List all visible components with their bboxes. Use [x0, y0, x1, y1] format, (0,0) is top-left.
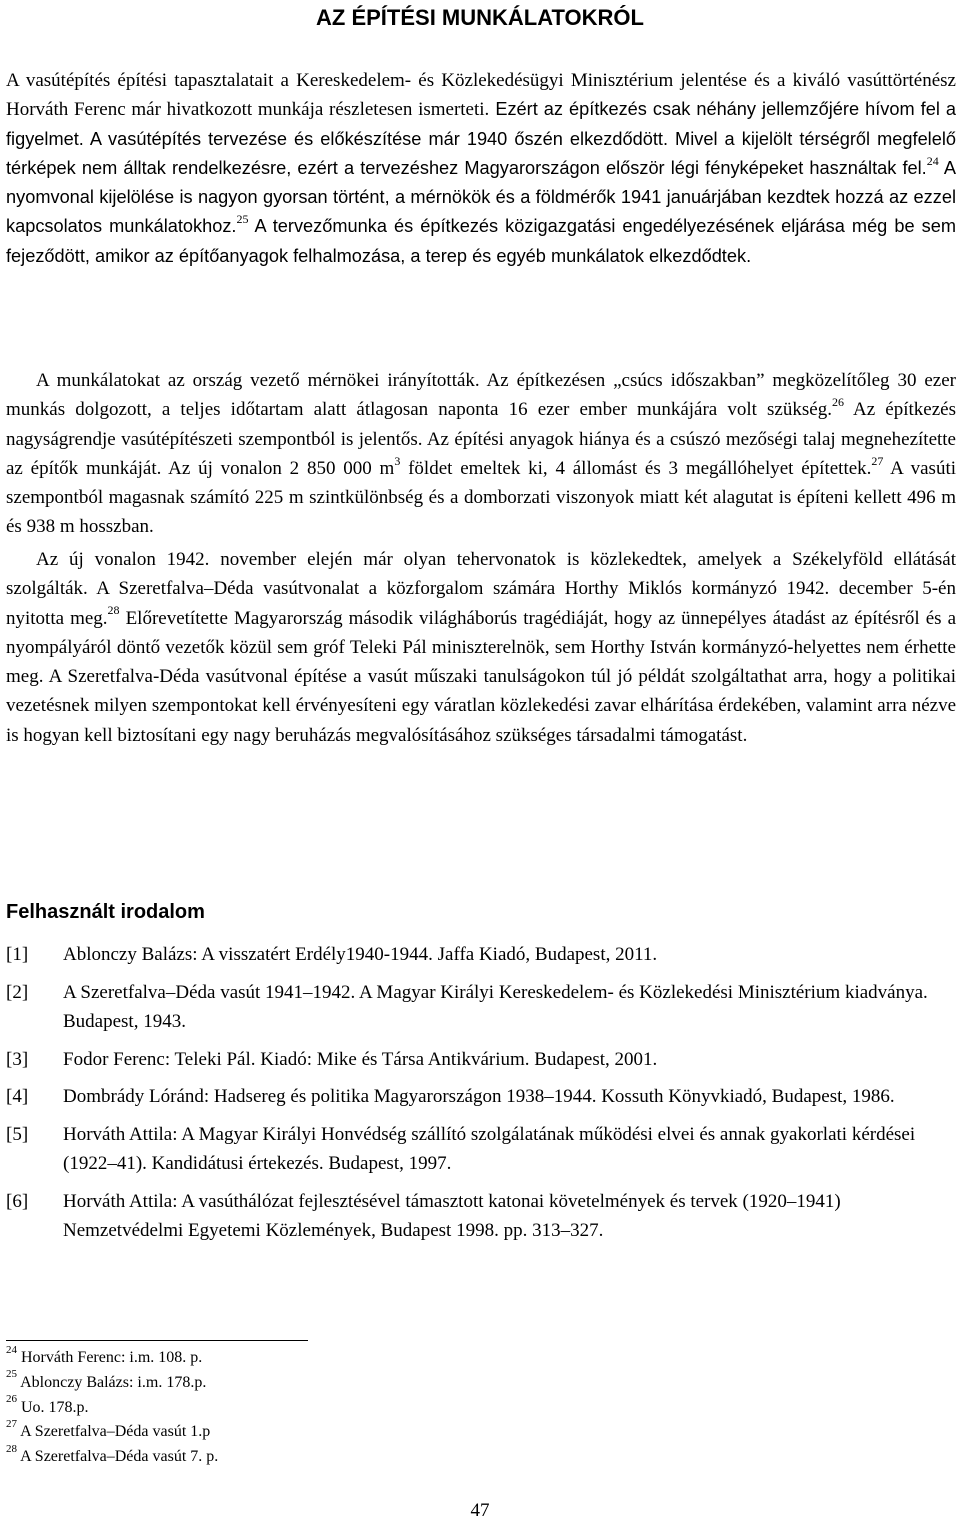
paragraph-2-text-d: A vasúti szempontból magasnak számító 225 m szintkülönbség és a domborzati viszonyok miatt két alagutat is építeni kellett 496 m és 938 m hosszban.: [6, 457, 956, 538]
reference-number: [4]: [6, 1086, 29, 1107]
reference-item: [6, 940, 956, 970]
footnote-ref-27: 27: [871, 453, 884, 468]
footnote-number: 26: [6, 1393, 17, 1406]
reference-text: A Szeretfalva–Déda vasút 1941–1942. A Magyar Királyi Kereskedelem- és Közlekedési Minisztérium kiadványa. Budapest, 1943.: [63, 981, 928, 1032]
reference-item: [6, 978, 956, 1037]
footnote-item: [6, 1442, 219, 1470]
reference-text: Ablonczy Balázs: A visszatért Erdély1940-1944. Jaffa Kiadó, Budapest, 2011.: [63, 944, 658, 965]
footnote-text: Uo. 178.p.: [21, 1398, 89, 1416]
superscript-cubic: 3: [394, 453, 401, 468]
reference-number: [5]: [6, 1123, 29, 1145]
paragraph-1-text-b: Ezért az építkezés csak néhány jellemzőjére hívom fel a figyelmet. A vasútépítés tervezése és előkészítése már 1940 őszén elkezdődött. Mivel a kijelölt térségről megfelelő térképek nem álltak rendelkezésre, ezért a tervezéshez Magyarországon először légi fényképeket használtak fel.: [6, 99, 956, 178]
paragraph-2-text-a: A munkálatokat az ország vezető mérnökei irányították. Az építkezésen „csúcs időszakban” megközelítőleg 30 ezer munkás dolgozott, a teljes időtartam alatt átlagosan naponta 16 ezer ember munkájára volt szükség.: [6, 370, 956, 421]
footnote-number: 28: [6, 1442, 17, 1455]
paragraph-3: [6, 545, 956, 750]
footnote-item: [6, 1368, 218, 1396]
reference-number: [6]: [6, 1190, 29, 1212]
references-heading: Felhasznált irodalom: [6, 901, 205, 923]
footnote-item: [6, 1343, 218, 1371]
reference-item: [6, 1082, 956, 1112]
reference-number: [1]: [6, 944, 29, 965]
footnote-number: 24: [6, 1343, 17, 1356]
paragraph-1-text-d: A tervezőmunka és építkezés közigazgatási engedélyezésének eljárása még be sem fejeződött, amikor az építőanyagok felhalmozása, a terep és egyéb munkálatok elkezdődtek.: [6, 216, 956, 266]
footnote-text: A Szeretfalva–Déda vasút 7. p.: [20, 1448, 219, 1466]
paragraph-2-text-b: Az építkezés nagyságrendje vasútépítészeti szempontból is jelentős. Az építési anyagok hiánya és a csúszó mezőségi talaj megnehezítette az építők munkáját. Az új vonalon 2 850 000 m: [6, 399, 956, 479]
footnote-text: Ablonczy Balázs: i.m. 178.p.: [20, 1373, 207, 1391]
paragraph-1: [6, 66, 956, 271]
reference-item: [6, 1120, 956, 1179]
page-number: 47: [470, 1500, 490, 1521]
reference-text: Dombrády Lóránd: Hadsereg és politika Magyarországon 1938–1944. Kossuth Könyvkiadó, Budapest, 1986.: [63, 1086, 895, 1107]
reference-item: [6, 1045, 956, 1075]
reference-number: [3]: [6, 1048, 29, 1070]
page-title: AZ ÉPÍTÉSI MUNKÁLATOKRÓL: [316, 5, 644, 30]
footnote-text: A Szeretfalva–Déda vasút 1.p: [20, 1423, 211, 1441]
paragraph-1-text-a: A vasútépítés építési tapasztalatait a Kereskedelem- és Közlekedésügyi Minisztérium jelentése és a kiváló vasúttörténész Horváth Ferenc már hivatkozott munkája részletesen ismerteti.: [6, 70, 956, 121]
footnote-text: Horváth Ferenc: i.m. 108. p.: [21, 1349, 203, 1366]
paragraph-3-text-a: Az új vonalon 1942. november elején már olyan tehervonatok is közlekedtek, amelyek a Székelyföld ellátását szolgálták. A Szeretfalva–Déda vasútvonalat a közforgalom számára Horthy Miklós kormányzó 1942. december 5-én nyitotta meg.: [6, 549, 956, 629]
reference-text: Horváth Attila: A Magyar Királyi Honvédség szállító szolgálatának működési elvei és annak gyakorlati kérdései (1922–41). Kandidátusi értekezés. Budapest, 1997.: [63, 1123, 916, 1174]
footnote-separator: [6, 1340, 308, 1341]
footnote-number: 25: [6, 1368, 17, 1381]
references-list: [6, 940, 956, 1254]
paragraph-3-text-b: Előrevetítette Magyarország második világháborús tragédiáját, hogy az ünnepélyes átadást az építésről és a nyompályáról döntő vezetők közül sem gróf Teleki Pál miniszterelnök, sem Horthy István kormányzó-helyettes nem érhette meg. A Szeretfalva-Déda vasútvonal építése a vasút műszaki tanulságokon túl jó példát szolgáltathat arra, hogy a politikai vezetésnek milyen szempontokat kell érvényesíteni egy váratlan közlekedési zavar elhárítása érdekében, valamint arra nézve is hogyan kell biztosítani egy nagy beruházás megvalósításához szükséges társadalmi támogatást.: [6, 607, 957, 746]
footnote-number: 27: [6, 1418, 17, 1431]
reference-item: [6, 1187, 956, 1246]
footnote-ref-24: 24: [926, 153, 939, 168]
footnote-ref-26: 26: [831, 394, 844, 409]
footnote-item: [6, 1393, 218, 1421]
reference-text: Horváth Attila: A vasúthálózat fejlesztésével támasztott katonai követelmények és tervek (1920–1941) Nemzetvédelmi Egyetemi Közlemények, Budapest 1998. pp. 313–327.: [63, 1190, 841, 1241]
footnote-ref-28: 28: [107, 603, 120, 618]
paragraph-2: [6, 366, 956, 542]
footnote-item: [6, 1420, 218, 1445]
paragraph-2-text-c: földet emeltek ki, 4 állomást és 3 megállóhelyet építettek.: [400, 457, 872, 479]
reference-text: Fodor Ferenc: Teleki Pál. Kiadó: Mike és Társa Antikvárium. Budapest, 2001.: [63, 1048, 658, 1070]
paragraph-1-text-c: A nyomvonal kijelölése is nagyon gyorsan történt, a mérnökök és a földmérők 1941 januárjában kezdtek hozzá az ezzel kapcsolatos munkálatokhoz.: [6, 157, 956, 237]
footnote-ref-25: 25: [236, 212, 249, 227]
reference-number: [2]: [6, 981, 29, 1003]
footnotes: [6, 1343, 219, 1470]
